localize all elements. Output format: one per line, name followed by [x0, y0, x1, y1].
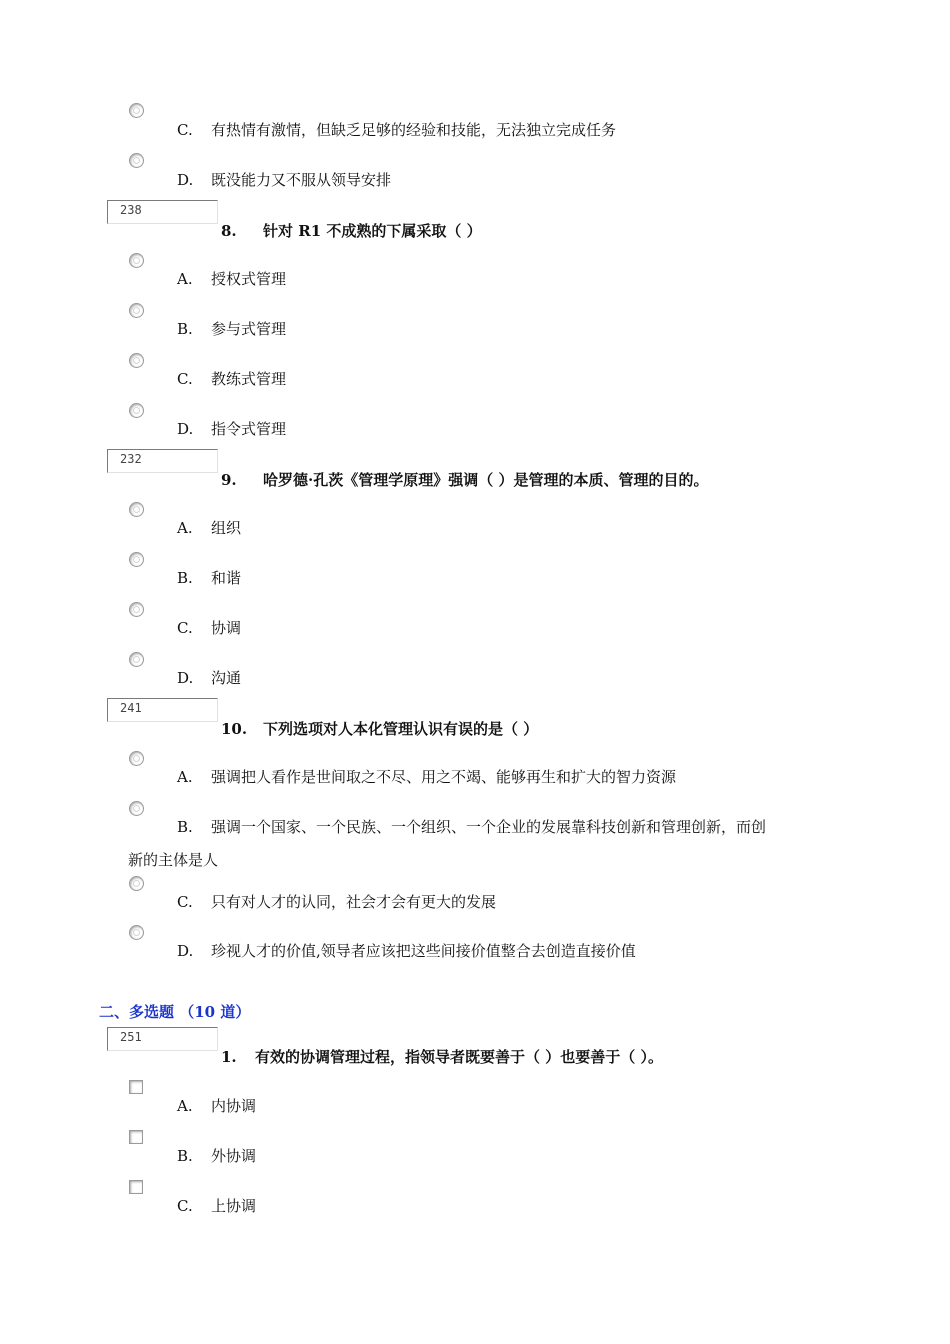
option-radio[interactable]	[129, 652, 144, 667]
option-checkbox[interactable]	[129, 1130, 143, 1144]
question-title: 9. 哈罗德·孔茨《管理学原理》强调（ ）是管理的本质、管理的目的。	[221, 471, 709, 489]
option-label: C. 只有对人才的认同，社会才会有更大的发展	[177, 893, 497, 911]
section-title: 二、多选题 （10 道）	[99, 1003, 251, 1021]
question-id-field[interactable]: 251	[107, 1027, 218, 1051]
option-label: B. 和谐	[177, 569, 242, 587]
option-radio[interactable]	[129, 552, 144, 567]
option-label: D. 珍视人才的价值,领导者应该把这些间接价值整合去创造直接价值	[177, 942, 636, 960]
option-radio[interactable]	[129, 253, 144, 268]
option-label: B. 强调一个国家、一个民族、一个组织、一个企业的发展靠科技创新和管理创新，而创	[177, 818, 767, 836]
option-label-continued: 新的主体是人	[128, 851, 219, 869]
option-radio[interactable]	[129, 925, 144, 940]
question-title: 10. 下列选项对人本化管理认识有误的是（ ）	[221, 720, 539, 738]
option-radio[interactable]	[129, 602, 144, 617]
option-label: D. 既没能力又不服从领导安排	[177, 171, 392, 189]
option-label: B. 参与式管理	[177, 320, 287, 338]
option-radio[interactable]	[129, 153, 144, 168]
option-checkbox[interactable]	[129, 1180, 143, 1194]
option-label: C. 教练式管理	[177, 370, 287, 388]
option-radio[interactable]	[129, 751, 144, 766]
option-radio[interactable]	[129, 353, 144, 368]
option-label: D. 沟通	[177, 669, 242, 687]
option-label: A. 授权式管理	[177, 270, 287, 288]
question-title: 8. 针对 R1 不成熟的下属采取（ ）	[221, 222, 482, 240]
option-label: A. 内协调	[177, 1097, 257, 1115]
option-label: C. 上协调	[177, 1197, 257, 1215]
option-checkbox[interactable]	[129, 1080, 143, 1094]
option-radio[interactable]	[129, 876, 144, 891]
option-radio[interactable]	[129, 502, 144, 517]
question-id-field[interactable]: 241	[107, 698, 218, 722]
option-label: C. 有热情有激情，但缺乏足够的经验和技能，无法独立完成任务	[177, 121, 617, 139]
question-id-field[interactable]: 238	[107, 200, 218, 224]
question-title: 1. 有效的协调管理过程，指领导者既要善于（ ）也要善于（ ）。	[221, 1048, 663, 1066]
option-label: A. 组织	[177, 519, 242, 537]
option-label: D. 指令式管理	[177, 420, 287, 438]
option-label: B. 外协调	[177, 1147, 257, 1165]
option-radio[interactable]	[129, 403, 144, 418]
option-radio[interactable]	[129, 103, 144, 118]
option-radio[interactable]	[129, 801, 144, 816]
option-label: A. 强调把人看作是世间取之不尽、用之不竭、能够再生和扩大的智力资源	[177, 768, 677, 786]
question-id-field[interactable]: 232	[107, 449, 218, 473]
option-label: C. 协调	[177, 619, 242, 637]
option-radio[interactable]	[129, 303, 144, 318]
